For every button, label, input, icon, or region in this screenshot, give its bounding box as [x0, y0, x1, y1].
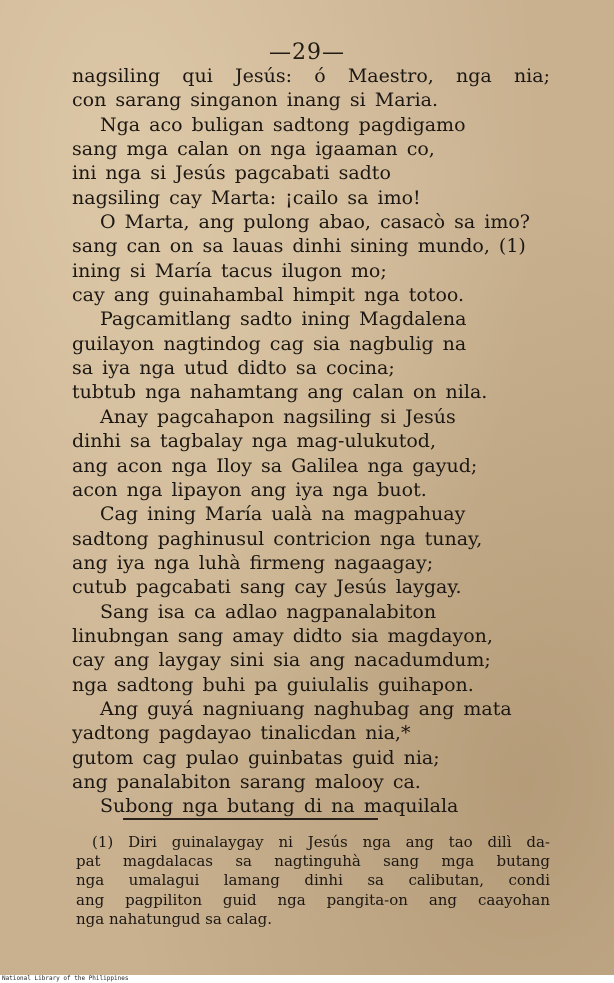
verse-line: Sang isa ca adlao nagpanalabiton: [100, 600, 437, 623]
verse-line: acon nga lipayon ang iya nga buot.: [72, 478, 427, 501]
verse-line: Pagcamitlang sadto ining Magdalena: [100, 308, 467, 331]
footnote: [76, 833, 550, 929]
verse-line: sa iya nga utud didto sa cocina;: [72, 357, 395, 380]
verse-line: cay ang guinahambal himpit nga totoo.: [72, 284, 465, 307]
verse-line: nagsiling qui Jesús: ó Maestro, nga nia;: [72, 65, 550, 87]
verse-line: Anay pagcahapon nagsiling si Jesús: [100, 405, 456, 428]
library-credit: National Library of the Philippines: [2, 975, 129, 982]
verse-line: Subong nga butang di na maquilala: [100, 795, 459, 818]
verse-line: sang mga calan on nga igaaman co,: [72, 138, 435, 161]
footer-strip: [0, 975, 614, 983]
verse-line: linubngan sang amay didto sia magdayon,: [72, 624, 493, 647]
verse-line: ang acon nga Iloy sa Galilea nga gayud;: [72, 454, 478, 477]
verse-line: cutub pagcabati sang cay Jesús laygay.: [72, 576, 462, 599]
footnote-divider: [123, 818, 378, 820]
verse-line: Cag ining María ualà na magpahuay: [100, 503, 466, 526]
verse-line: dinhi sa tagbalay nga mag-ulukutod,: [72, 430, 437, 453]
verse-line: tubtub nga nahamtang ang calan on nila.: [72, 381, 488, 404]
footnote-line: (1) Diri guinalaygay ni Jesús nga ang tao dilì da-: [92, 833, 550, 851]
footnote-line: nga nahatungud sa calag.: [76, 909, 273, 928]
verse-line: nga sadtong buhi pa guiulalis guihapon.: [72, 673, 474, 696]
verse-line: nagsiling cay Marta: ¡cailo sa imo!: [72, 186, 421, 209]
verse-line: sang can on sa lauas dinhi sining mundo, (1): [72, 235, 526, 258]
verse-line: gutom cag pulao guinbatas guid nia;: [72, 746, 440, 769]
verse-line: Nga aco buligan sadtong pagdigamo: [100, 113, 466, 136]
verse-line: con sarang singanon inang si Maria.: [72, 89, 439, 112]
verse-line: O Marta, ang pulong abao, casacò sa imo?: [100, 211, 530, 234]
page-number: —29—: [269, 40, 345, 65]
footnote-line: ang pagpiliton guid nga pangita-on ang caayohan: [76, 890, 550, 909]
verse-line: ang panalabiton sarang malooy ca.: [72, 770, 421, 793]
verse-line: Ang guyá nagniuang naghubag ang mata: [100, 697, 512, 720]
verse-body: [72, 64, 550, 819]
footnote-line: nga umalagui lamang dinhi sa calibutan, condi: [76, 871, 550, 890]
verse-line: ini nga si Jesús pagcabati sadto: [72, 162, 391, 185]
verse-line: ining si María tacus ilugon mo;: [72, 259, 387, 282]
verse-line: sadtong paghinusul contricion nga tunay,: [72, 527, 483, 550]
verse-line: cay ang laygay sini sia ang nacadumdum;: [72, 649, 491, 672]
verse-line: yadtong pagdayao tinalicdan nia,*: [72, 722, 411, 745]
verse-line: guilayon nagtindog cag sia nagbulig na: [72, 332, 467, 355]
verse-line: ang iya nga luhà firmeng nagaagay;: [72, 551, 434, 574]
footnote-line: pat magdalacas sa nagtinguhà sang mga butang: [76, 852, 550, 871]
